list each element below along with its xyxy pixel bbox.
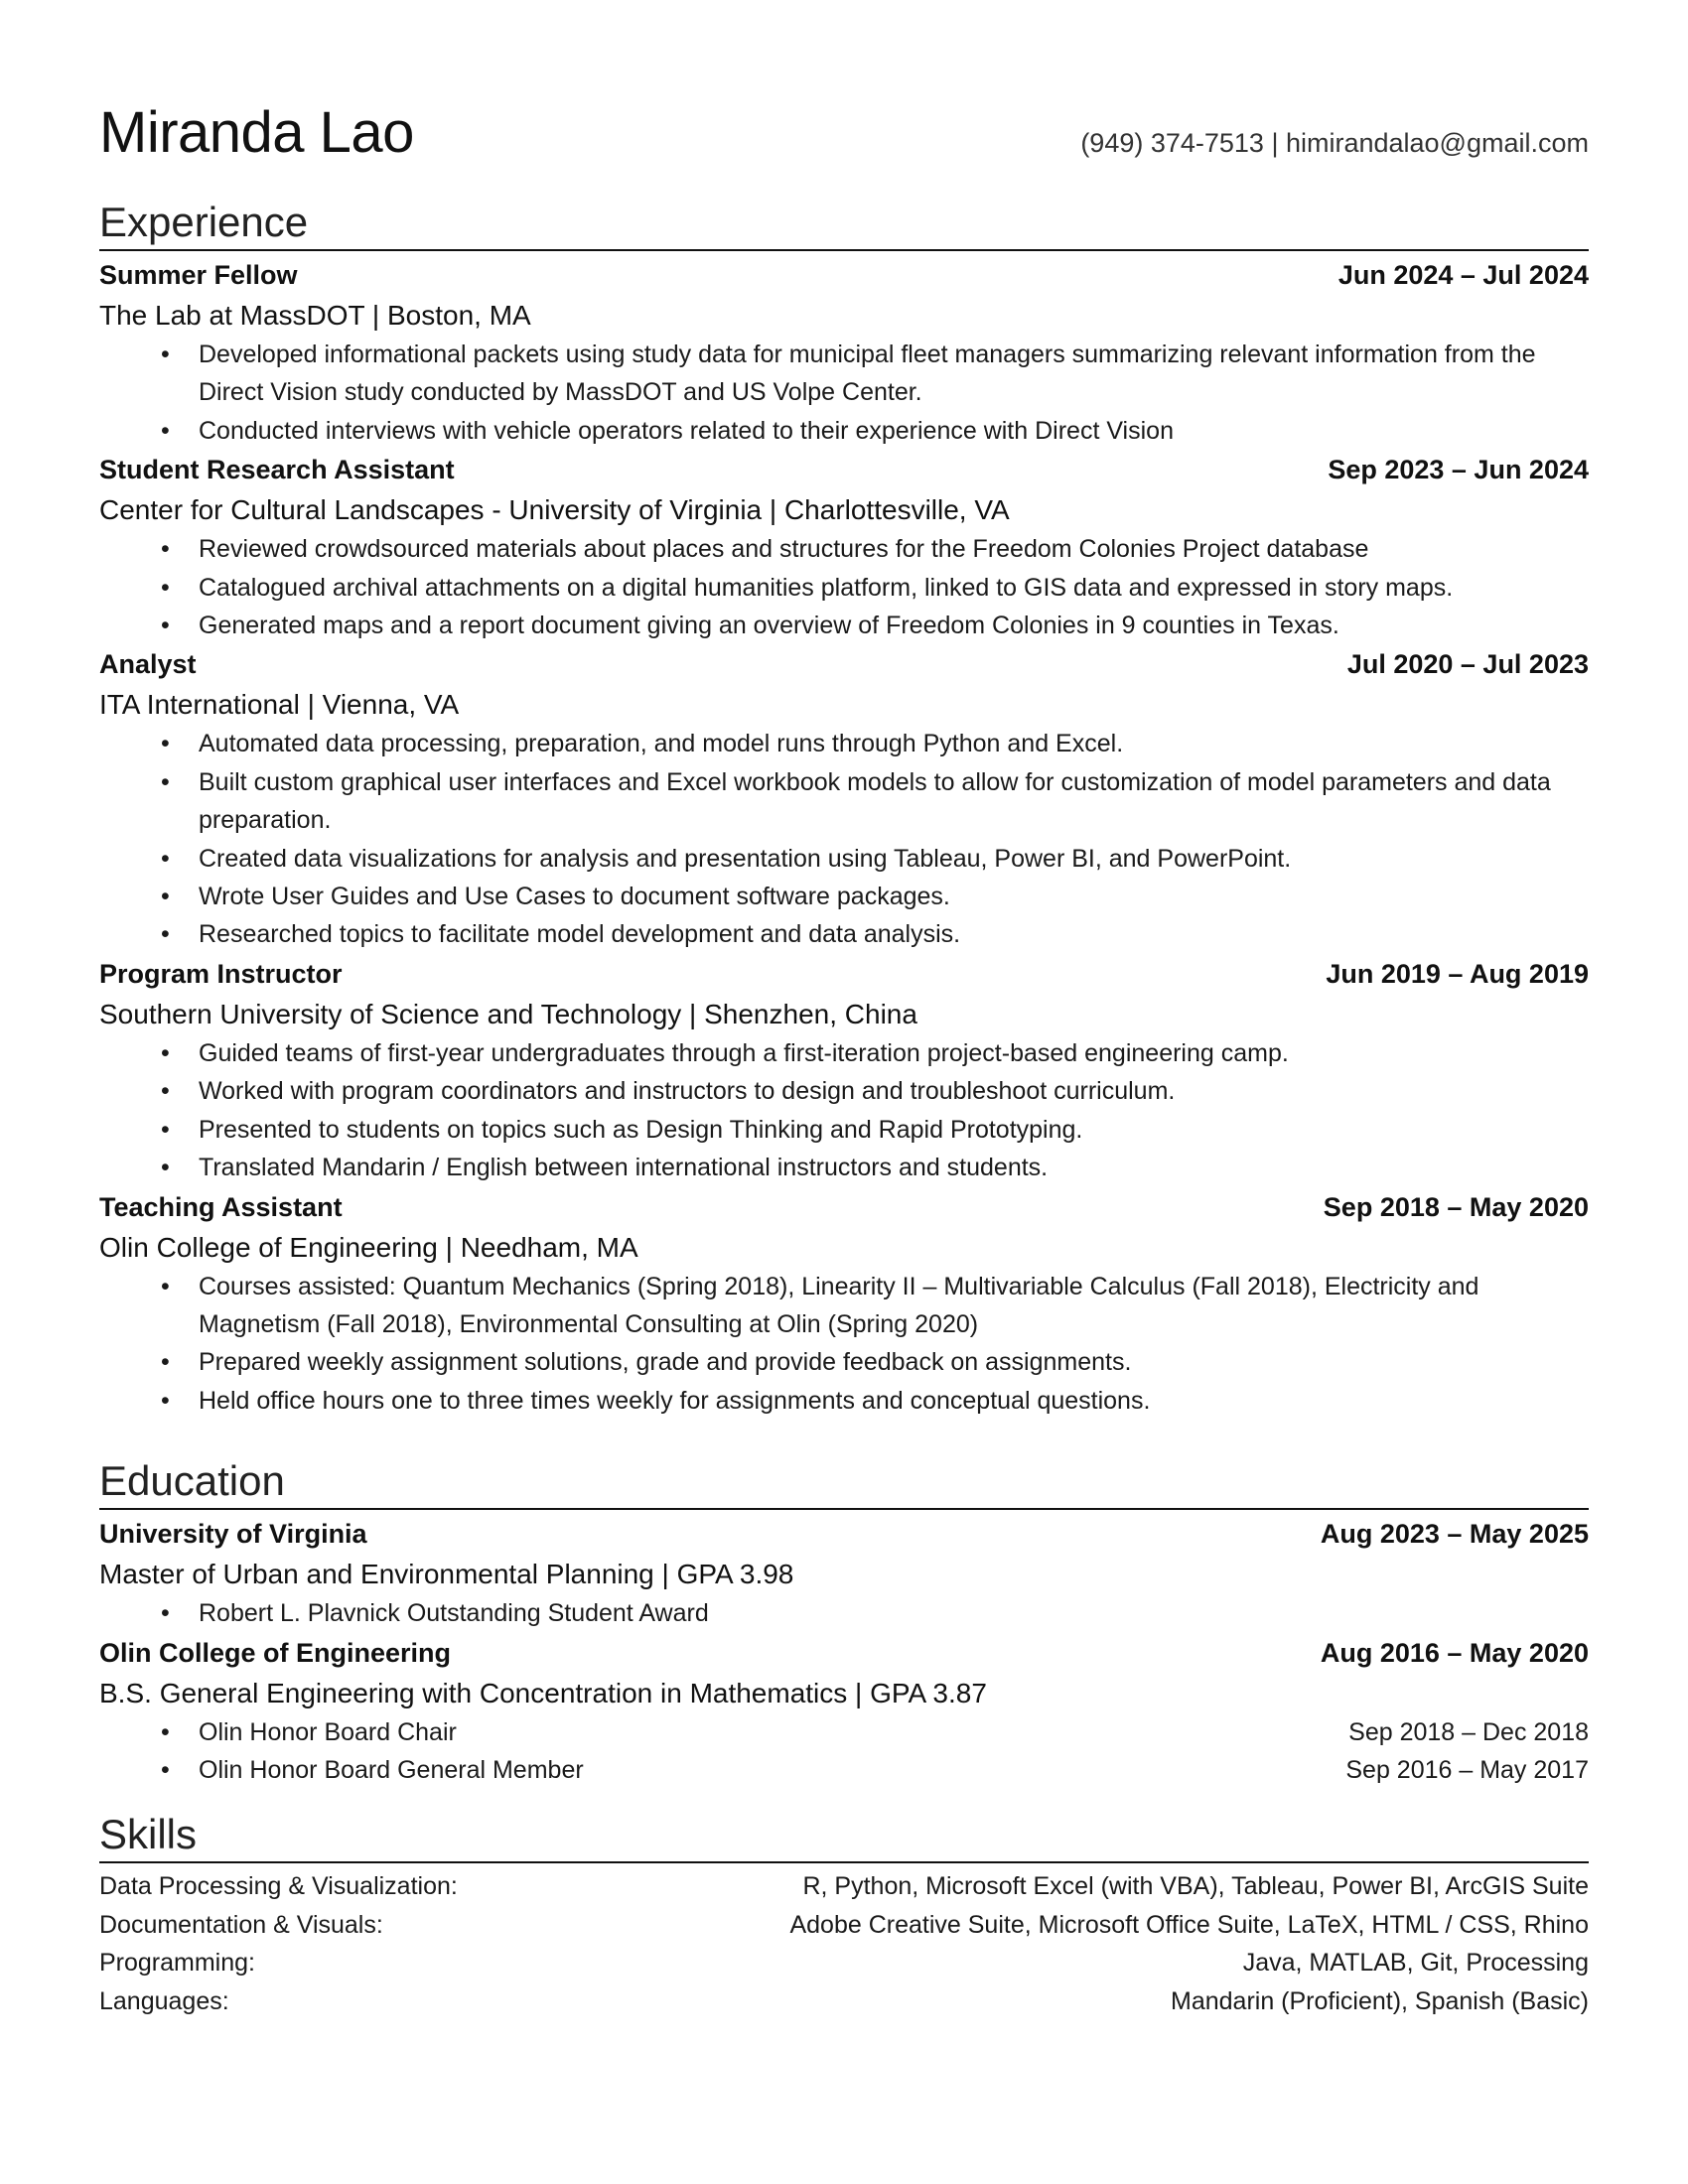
skill-value: Mandarin (Proficient), Spanish (Basic) bbox=[1171, 1986, 1589, 2015]
section-divider bbox=[99, 1861, 1589, 1863]
bullet-item: • Olin Honor Board Chair Sep 2018 – Dec 2018 bbox=[99, 1713, 1589, 1751]
bullet-item: • Conducted interviews with vehicle operators related to their experience with Direct Vision bbox=[99, 412, 1589, 450]
job-dates: Sep 2023 – Jun 2024 bbox=[1328, 455, 1589, 485]
skill-value: R, Python, Microsoft Excel (with VBA), Tableau, Power BI, ArcGIS Suite bbox=[802, 1872, 1589, 1901]
skill-label: Documentation & Visuals: bbox=[99, 1910, 383, 1939]
section-divider bbox=[99, 249, 1589, 251]
degree: B.S. General Engineering with Concentration in Mathematics | GPA 3.87 bbox=[99, 1677, 987, 1708]
bullet-item: • Courses assisted: Quantum Mechanics (Spring 2018), Linearity II – Multivariable Calculus (Fall 2018), Electricity and Magnetism (Fall 2018), Environmental Consulting at Olin (Spring 2020) bbox=[99, 1268, 1589, 1344]
education-entry bbox=[99, 1514, 1589, 1632]
bullet-item: • Robert L. Plavnick Outstanding Student Award bbox=[99, 1594, 1589, 1632]
skill-value: Java, MATLAB, Git, Processing bbox=[1242, 1949, 1589, 1978]
bullet-icon: • bbox=[161, 1755, 170, 1784]
job-organization: ITA International | Vienna, VA bbox=[99, 689, 460, 721]
job-role: Analyst bbox=[99, 649, 197, 680]
bullet-item: • Worked with program coordinators and instructors to design and troubleshoot curriculum. bbox=[99, 1072, 1589, 1110]
bullet-icon: • bbox=[161, 730, 170, 758]
bullet-item: • Translated Mandarin / English between international instructors and students. bbox=[99, 1149, 1589, 1186]
resume-header bbox=[99, 99, 1589, 187]
section-title-skills: Skills bbox=[99, 1811, 198, 1858]
skill-label: Data Processing & Visualization: bbox=[99, 1872, 458, 1901]
skill-row bbox=[99, 1982, 1589, 2020]
school-name: Olin College of Engineering bbox=[99, 1637, 452, 1668]
section-divider bbox=[99, 1508, 1589, 1510]
job-organization: Center for Cultural Landscapes - University of Virginia | Charlottesville, VA bbox=[99, 494, 1010, 526]
bullet-icon: • bbox=[161, 1348, 170, 1377]
job-dates: Jun 2019 – Aug 2019 bbox=[1326, 958, 1589, 989]
skill-label: Languages: bbox=[99, 1986, 229, 2015]
experience-entry bbox=[99, 450, 1589, 644]
bullet-item: • Generated maps and a report document giving an overview of Freedom Colonies in 9 counties in Texas. bbox=[99, 607, 1589, 644]
item-dates: Sep 2016 – May 2017 bbox=[1345, 1755, 1589, 1784]
resume-page bbox=[99, 99, 1589, 2020]
job-role: Program Instructor bbox=[99, 958, 343, 989]
skills-table bbox=[99, 1867, 1589, 2020]
section-title-experience: Experience bbox=[99, 199, 309, 245]
bullet-icon: • bbox=[161, 920, 170, 949]
section-title-education: Education bbox=[99, 1457, 285, 1505]
job-dates: Jun 2024 – Jul 2024 bbox=[1337, 260, 1589, 290]
skill-row bbox=[99, 1867, 1589, 1905]
experience-entry bbox=[99, 1187, 1589, 1421]
skill-value: Adobe Creative Suite, Microsoft Office Suite, LaTeX, HTML / CSS, Rhino bbox=[789, 1910, 1589, 1939]
bullet-icon: • bbox=[161, 416, 170, 445]
job-organization: Southern University of Science and Technology | Shenzhen, China bbox=[99, 998, 917, 1029]
bullet-item: • Researched topics to facilitate model development and data analysis. bbox=[99, 915, 1589, 953]
school-dates: Aug 2016 – May 2020 bbox=[1320, 1637, 1589, 1668]
school-name: University of Virginia bbox=[99, 1519, 367, 1550]
bullet-icon: • bbox=[161, 612, 170, 640]
job-organization: Olin College of Engineering | Needham, MA bbox=[99, 1231, 638, 1263]
job-organization: The Lab at MassDOT | Boston, MA bbox=[99, 300, 531, 331]
bullet-icon: • bbox=[161, 1115, 170, 1144]
bullet-item: • Built custom graphical user interfaces and Excel workbook models to allow for customization of model parameters and data preparation. bbox=[99, 763, 1589, 840]
bullet-icon: • bbox=[161, 1038, 170, 1067]
bullet-icon: • bbox=[161, 1599, 170, 1628]
school-dates: Aug 2023 – May 2025 bbox=[1320, 1519, 1589, 1550]
experience-entry bbox=[99, 954, 1589, 1187]
job-role: Summer Fellow bbox=[99, 260, 298, 290]
bullet-item: • Presented to students on topics such as Design Thinking and Rapid Prototyping. bbox=[99, 1111, 1589, 1149]
bullet-icon: • bbox=[161, 573, 170, 602]
item-dates: Sep 2018 – Dec 2018 bbox=[1348, 1717, 1589, 1746]
bullet-icon: • bbox=[161, 1154, 170, 1182]
bullet-item: • Wrote User Guides and Use Cases to document software packages. bbox=[99, 878, 1589, 915]
bullet-item: • Created data visualizations for analysis and presentation using Tableau, Power BI, and PowerPoint. bbox=[99, 840, 1589, 878]
degree: Master of Urban and Environmental Planning | GPA 3.98 bbox=[99, 1559, 794, 1590]
job-dates: Jul 2020 – Jul 2023 bbox=[1346, 649, 1589, 680]
skill-row bbox=[99, 1906, 1589, 1944]
skill-label: Programming: bbox=[99, 1949, 255, 1978]
experience-entry bbox=[99, 644, 1589, 953]
job-role: Teaching Assistant bbox=[99, 1191, 343, 1222]
job-dates: Sep 2018 – May 2020 bbox=[1323, 1191, 1589, 1222]
bullet-item: • Prepared weekly assignment solutions, grade and provide feedback on assignments. bbox=[99, 1343, 1589, 1381]
bullet-item: • Automated data processing, preparation, and model runs through Python and Excel. bbox=[99, 725, 1589, 762]
bullet-item: • Developed informational packets using study data for municipal fleet managers summarizing relevant information from the Direct Vision study conducted by MassDOT and US Volpe Center. bbox=[99, 336, 1589, 412]
bullet-item: • Olin Honor Board General Member Sep 2016 – May 2017 bbox=[99, 1751, 1589, 1789]
bullet-icon: • bbox=[161, 844, 170, 873]
bullet-icon: • bbox=[161, 535, 170, 564]
bullet-icon: • bbox=[161, 1717, 170, 1746]
job-role: Student Research Assistant bbox=[99, 455, 455, 485]
bullet-item: • Catalogued archival attachments on a digital humanities platform, linked to GIS data and expressed in story maps. bbox=[99, 569, 1589, 607]
bullet-item: • Guided teams of first-year undergraduates through a first-iteration project-based engineering camp. bbox=[99, 1034, 1589, 1072]
experience-entry bbox=[99, 255, 1589, 450]
candidate-name: Miranda Lao bbox=[99, 100, 414, 165]
bullet-icon: • bbox=[161, 1077, 170, 1106]
education-entry bbox=[99, 1633, 1589, 1790]
bullet-item: • Reviewed crowdsourced materials about places and structures for the Freedom Colonies Project database bbox=[99, 530, 1589, 568]
bullet-icon: • bbox=[161, 767, 170, 796]
contact-info: (949) 374-7513 | himirandalao@gmail.com bbox=[1080, 128, 1589, 158]
bullet-icon: • bbox=[161, 1272, 170, 1300]
skill-row bbox=[99, 1944, 1589, 1981]
bullet-icon: • bbox=[161, 883, 170, 911]
bullet-item: • Held office hours one to three times weekly for assignments and conceptual questions. bbox=[99, 1382, 1589, 1420]
bullet-icon: • bbox=[161, 341, 170, 368]
bullet-icon: • bbox=[161, 1386, 170, 1415]
